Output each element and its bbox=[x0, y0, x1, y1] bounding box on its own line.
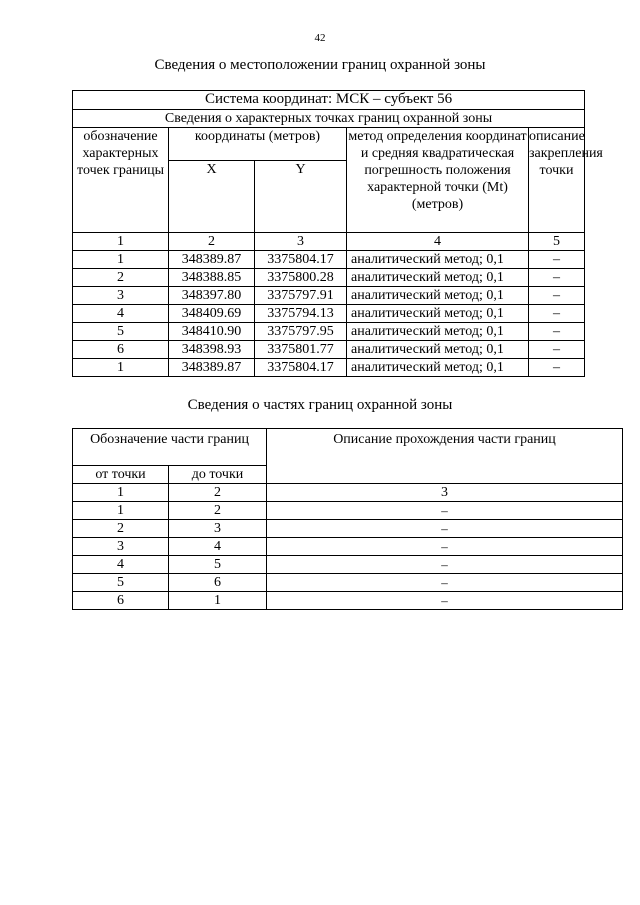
method-value: аналитический метод; 0,1 bbox=[347, 287, 529, 305]
x-coordinate: 348389.87 bbox=[169, 359, 255, 377]
description-value: – bbox=[529, 341, 585, 359]
part-description: – bbox=[267, 538, 623, 556]
y-coordinate: 3375797.91 bbox=[255, 287, 347, 305]
column-numbers-row bbox=[73, 233, 585, 251]
header-to-point: до точки bbox=[169, 466, 267, 484]
table-row bbox=[73, 592, 623, 610]
from-point: 4 bbox=[73, 556, 169, 574]
header-part-label: Обозначение части границ bbox=[73, 429, 267, 466]
column-number: 3 bbox=[255, 233, 347, 251]
table-row bbox=[73, 110, 585, 128]
y-coordinate: 3375800.28 bbox=[255, 269, 347, 287]
table-header-row bbox=[73, 429, 623, 466]
part-description: – bbox=[267, 574, 623, 592]
header-x: X bbox=[169, 161, 255, 233]
y-coordinate: 3375797.95 bbox=[255, 323, 347, 341]
x-coordinate: 348410.90 bbox=[169, 323, 255, 341]
y-coordinate: 3375804.17 bbox=[255, 251, 347, 269]
table-row bbox=[73, 323, 585, 341]
header-from-point: от точки bbox=[73, 466, 169, 484]
section-title-boundaries: Сведения о местоположении границ охранной зоны bbox=[154, 57, 486, 73]
table-row bbox=[73, 538, 623, 556]
method-value: аналитический метод; 0,1 bbox=[347, 269, 529, 287]
table-row bbox=[73, 287, 585, 305]
coordinate-system: Система координат: МСК – субъект 56 bbox=[73, 91, 585, 110]
table-row bbox=[73, 305, 585, 323]
method-value: аналитический метод; 0,1 bbox=[347, 305, 529, 323]
part-description: – bbox=[267, 502, 623, 520]
point-id: 5 bbox=[73, 323, 169, 341]
description-value: – bbox=[529, 323, 585, 341]
boundary-points-table bbox=[72, 90, 603, 377]
description-value: – bbox=[529, 359, 585, 377]
from-point: 6 bbox=[73, 592, 169, 610]
table-row bbox=[73, 502, 623, 520]
point-id: 2 bbox=[73, 269, 169, 287]
x-coordinate: 348409.69 bbox=[169, 305, 255, 323]
table-row bbox=[73, 269, 585, 287]
page-number: 42 bbox=[314, 32, 326, 44]
header-point-label: обозначение характерных точек границы bbox=[73, 128, 169, 233]
method-value: аналитический метод; 0,1 bbox=[347, 251, 529, 269]
to-point: 5 bbox=[169, 556, 267, 574]
point-id: 6 bbox=[73, 341, 169, 359]
table-subtitle: Сведения о характерных точках границ охранной зоны bbox=[73, 110, 585, 128]
column-number: 2 bbox=[169, 484, 267, 502]
header-coordinates: координаты (метров) bbox=[169, 128, 347, 161]
point-id: 3 bbox=[73, 287, 169, 305]
column-number: 2 bbox=[169, 233, 255, 251]
column-numbers-row bbox=[73, 484, 623, 502]
table-row bbox=[73, 359, 585, 377]
header-method: метод определения координат и средняя квадратическая погрешность положения характерной точки (Mt) (метров) bbox=[347, 128, 529, 233]
x-coordinate: 348388.85 bbox=[169, 269, 255, 287]
description-value: – bbox=[529, 269, 585, 287]
table-row bbox=[73, 341, 585, 359]
description-value: – bbox=[529, 305, 585, 323]
from-point: 2 bbox=[73, 520, 169, 538]
from-point: 5 bbox=[73, 574, 169, 592]
column-number: 3 bbox=[267, 484, 623, 502]
to-point: 3 bbox=[169, 520, 267, 538]
to-point: 4 bbox=[169, 538, 267, 556]
method-value: аналитический метод; 0,1 bbox=[347, 323, 529, 341]
x-coordinate: 348389.87 bbox=[169, 251, 255, 269]
y-coordinate: 3375794.13 bbox=[255, 305, 347, 323]
x-coordinate: 348397.80 bbox=[169, 287, 255, 305]
y-coordinate: 3375804.17 bbox=[255, 359, 347, 377]
part-description: – bbox=[267, 556, 623, 574]
header-y: Y bbox=[255, 161, 347, 233]
y-coordinate: 3375801.77 bbox=[255, 341, 347, 359]
to-point: 6 bbox=[169, 574, 267, 592]
header-part-description: Описание прохождения части границ bbox=[267, 429, 623, 484]
x-coordinate: 348398.93 bbox=[169, 341, 255, 359]
method-value: аналитический метод; 0,1 bbox=[347, 341, 529, 359]
part-description: – bbox=[267, 520, 623, 538]
to-point: 2 bbox=[169, 502, 267, 520]
table-row bbox=[73, 556, 623, 574]
table-header-row bbox=[73, 128, 585, 161]
boundary-parts-table bbox=[72, 428, 623, 610]
section-title-parts: Сведения о частях границ охранной зоны bbox=[187, 397, 453, 413]
from-point: 3 bbox=[73, 538, 169, 556]
table-row bbox=[73, 520, 623, 538]
from-point: 1 bbox=[73, 502, 169, 520]
point-id: 4 bbox=[73, 305, 169, 323]
description-value: – bbox=[529, 251, 585, 269]
table-row bbox=[73, 91, 585, 110]
column-number: 1 bbox=[73, 233, 169, 251]
header-description: описание закрепления точки bbox=[529, 128, 585, 233]
column-number: 4 bbox=[347, 233, 529, 251]
method-value: аналитический метод; 0,1 bbox=[347, 359, 529, 377]
column-number: 5 bbox=[529, 233, 585, 251]
point-id: 1 bbox=[73, 359, 169, 377]
part-description: – bbox=[267, 592, 623, 610]
point-id: 1 bbox=[73, 251, 169, 269]
description-value: – bbox=[529, 287, 585, 305]
column-number: 1 bbox=[73, 484, 169, 502]
table-row bbox=[73, 251, 585, 269]
table-row bbox=[73, 574, 623, 592]
to-point: 1 bbox=[169, 592, 267, 610]
